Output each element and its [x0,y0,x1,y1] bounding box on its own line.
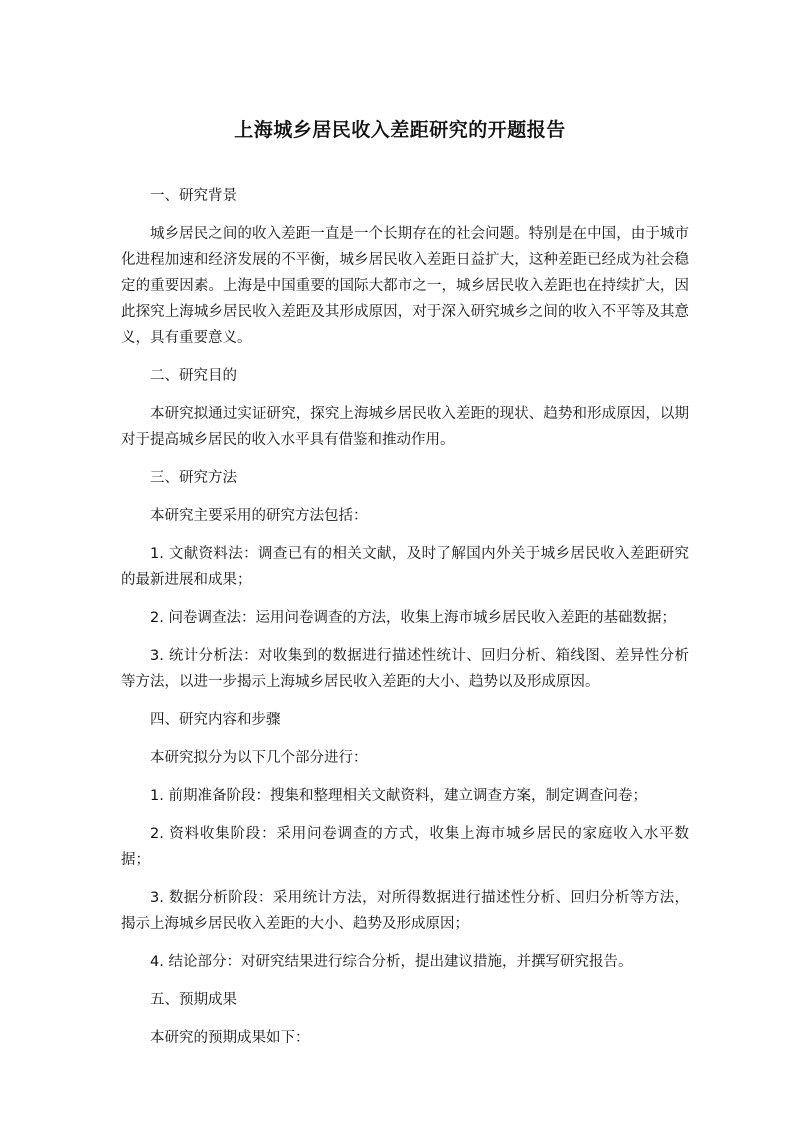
methods-item-3: 3. 统计分析法：对收集到的数据进行描述性统计、回归分析、箱线图、差异性分析等方法，以进一步揭示上海城乡居民收入差距的大小、趋势以及形成原因。 [121,648,689,690]
document-body [121,183,689,1063]
methods-intro: 本研究主要采用的研究方法包括： [150,508,368,524]
steps-item-3: 3. 数据分析阶段：采用统计方法，对所得数据进行描述性分析、回归分析等方法，揭示上海城乡居民收入差距的大小、趋势及形成原因； [121,890,689,932]
document-title: 上海城乡居民收入差距研究的开题报告 [234,119,566,141]
background-paragraph: 城乡居民之间的收入差距一直是一个长期存在的社会问题。特别是在中国，由于城市化进程加速和经济发展的不平衡，城乡居民收入差距日益扩大，这种差距已经成为社会稳定的重要因素。上海是中国重要的国际大都市之一，城乡居民收入差距也在持续扩大，因此探究上海城乡居民收入差距及其形成原因，对于深入研究城乡之间的收入不平等及其意义，具有重要意义。 [121,226,689,346]
steps-item-2: 2. 资料收集阶段：采用问卷调查的方式，收集上海市城乡居民的家庭收入水平数据； [121,826,689,868]
outcomes-intro: 本研究的预期成果如下： [150,1030,310,1046]
section-heading-outcomes: 五、预期成果 [150,992,237,1008]
section-heading-methods: 三、研究方法 [150,470,237,486]
section-heading-purpose: 二、研究目的 [150,368,237,384]
methods-item-2: 2. 问卷调查法：运用问卷调查的方法，收集上海市城乡居民收入差距的基础数据； [150,610,676,626]
section-heading-content-steps: 四、研究内容和步骤 [150,712,281,728]
steps-item-4: 4. 结论部分：对研究结果进行综合分析，提出建议措施，并撰写研究报告。 [150,954,633,970]
methods-item-1: 1. 文献资料法：调查已有的相关文献，及时了解国内外关于城乡居民收入差距研究的最新进展和成果； [121,546,689,588]
steps-item-1: 1. 前期准备阶段：搜集和整理相关文献资料，建立调查方案，制定调查问卷； [150,788,647,804]
section-heading-background: 一、研究背景 [150,188,237,204]
steps-intro: 本研究拟分为以下几个部分进行： [150,750,368,766]
purpose-paragraph: 本研究拟通过实证研究，探究上海城乡居民收入差距的现状、趋势和形成原因，以期对于提高城乡居民的收入水平具有借鉴和推动作用。 [121,406,689,448]
